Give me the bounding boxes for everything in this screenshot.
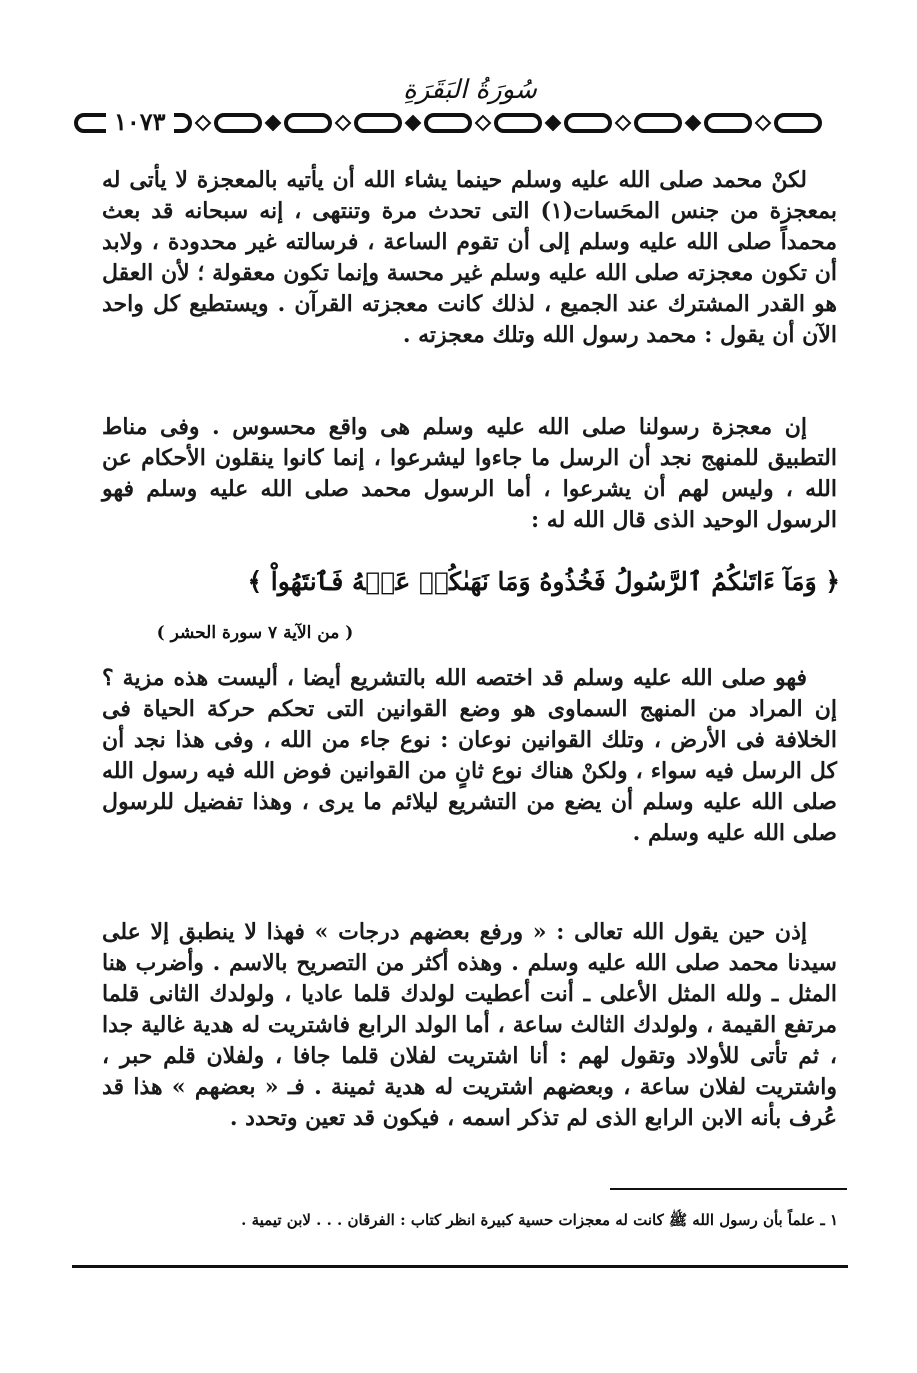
ornament-oval	[496, 115, 540, 131]
ornament-diamond	[406, 116, 420, 130]
ornament-oval	[356, 115, 400, 131]
sura-title: سُورَةُ البَقَرَةِ	[403, 75, 537, 105]
verse-reference: ( من الآية ٧ سورة الحشر )	[156, 623, 354, 643]
ornament-diamond	[686, 116, 700, 130]
paragraph-1	[102, 165, 837, 351]
page-number: ١٠٧٣	[106, 105, 174, 139]
ornament-oval	[706, 115, 750, 131]
paragraph-2	[102, 412, 837, 536]
ornament-oval	[216, 115, 260, 131]
ornament-diamond	[756, 116, 770, 130]
quran-verse: ﴿ وَمَآ ءَاتَىٰكُمُ ٱلرَّسُولُ فَخُذُوهُ وَمَا نَهَىٰكُمۡ عَنۡهُ فَٱنتَهُواْ ﴾	[247, 567, 840, 596]
paragraph-text: فهو صلى الله عليه وسلم قد اختصه الله بالتشريع أيضا ، أليست هذه مزية ؟ إن المراد من المنهج السماوى هو وضع القوانين التى تحكم حركة الحياة فى الخلافة فى الأرض ، وتلك القوانين نوعان : نوع جاء من الله ، وفى هذا نجد أن كل الرسل فيه سواء ، ولكنْ هناك نوع ثانٍ من القوانين فوض الله فيه رسول الله صلى الله عليه وسلم أن يضع من التشريع ليلائم ما يرى ، وهذا تفضيل للرسول صلى الله عليه وسلم .	[102, 665, 837, 846]
ornament-diamond	[476, 116, 490, 130]
paragraph-text: إذن حين يقول الله تعالى : « ورفع بعضهم درجات » فهذا لا ينطبق إلا على سيدنا محمد صلى الله عليه وسلم . وهذه أكثر من التصريح بالاسم . وأضرب هنا المثل ـ ولله المثل الأعلى ـ أنت أعطيت لولدك قلما عاديا ، ولولدك الثانى قلما مرتفع القيمة ، ولولدك الثالث ساعة ، أما الولد الرابع فاشتريت له هدية غالية جدا ، ثم تأتى للأولاد وتقول لهم : أنا اشتريت لفلان قلما جافا ، ولفلان قلم حبر ، واشتريت لفلان ساعة ، وبعضهم اشتريت له هدية ثمينة . فـ « بعضهم » هذا قد عُرف بأنه الابن الرابع الذى لم تذكر اسمه ، فيكون قد تعين وتحدد .	[102, 919, 837, 1131]
paragraph-3	[102, 663, 837, 849]
bottom-rule	[72, 1265, 848, 1268]
header-ornament-rule	[72, 110, 856, 136]
ornament-oval	[566, 115, 610, 131]
paragraph-text: إن معجزة رسولنا صلى الله عليه وسلم هى واقع محسوس . وفى مناط التطبيق للمنهج نجد أن الرسل ما جاءوا ليشرعوا ، إنما كانوا ينقلون الأحكام عن الله ، وليس لهم أن يشرعوا ، أما الرسول محمد صلى الله عليه وسلم فهو الرسول الوحيد الذى قال الله له :	[102, 414, 837, 533]
ornament-diamond	[546, 116, 560, 130]
ornament-oval	[286, 115, 330, 131]
ornament-diamond	[266, 116, 280, 130]
footnote-separator	[610, 1188, 847, 1190]
ornament-diamond	[616, 116, 630, 130]
ornament-oval	[636, 115, 680, 131]
ornament-oval	[776, 115, 820, 131]
paragraph-4	[102, 917, 837, 1134]
paragraph-text: لكنْ محمد صلى الله عليه وسلم حينما يشاء الله أن يأتيه بالمعجزة لا يأتى له بمعجزة من جنس المحَسات(١) التى تحدث مرة وتنتهى ، إنه سبحانه قد بعث محمداً صلى الله عليه وسلم إلى أن تقوم الساعة ، فرسالته غير محدودة ، ولابد أن تكون معجزته صلى الله عليه وسلم غير محسة وإنما تكون معقولة ؛ لأن العقل هو القدر المشترك عند الجميع ، لذلك كانت معجزته القرآن . ويستطيع كل واحد الآن أن يقول : محمد رسول الله وتلك معجزته .	[102, 167, 837, 348]
ornament-oval	[426, 115, 470, 131]
footnote: ١ ـ علماً بأن رسول الله ﷺ كانت له معجزات حسية كبيرة انظر كتاب : الفرقان . . . لابن تيمية .	[241, 1211, 838, 1229]
ornament-diamond	[196, 116, 210, 130]
ornament-diamond	[336, 116, 350, 130]
